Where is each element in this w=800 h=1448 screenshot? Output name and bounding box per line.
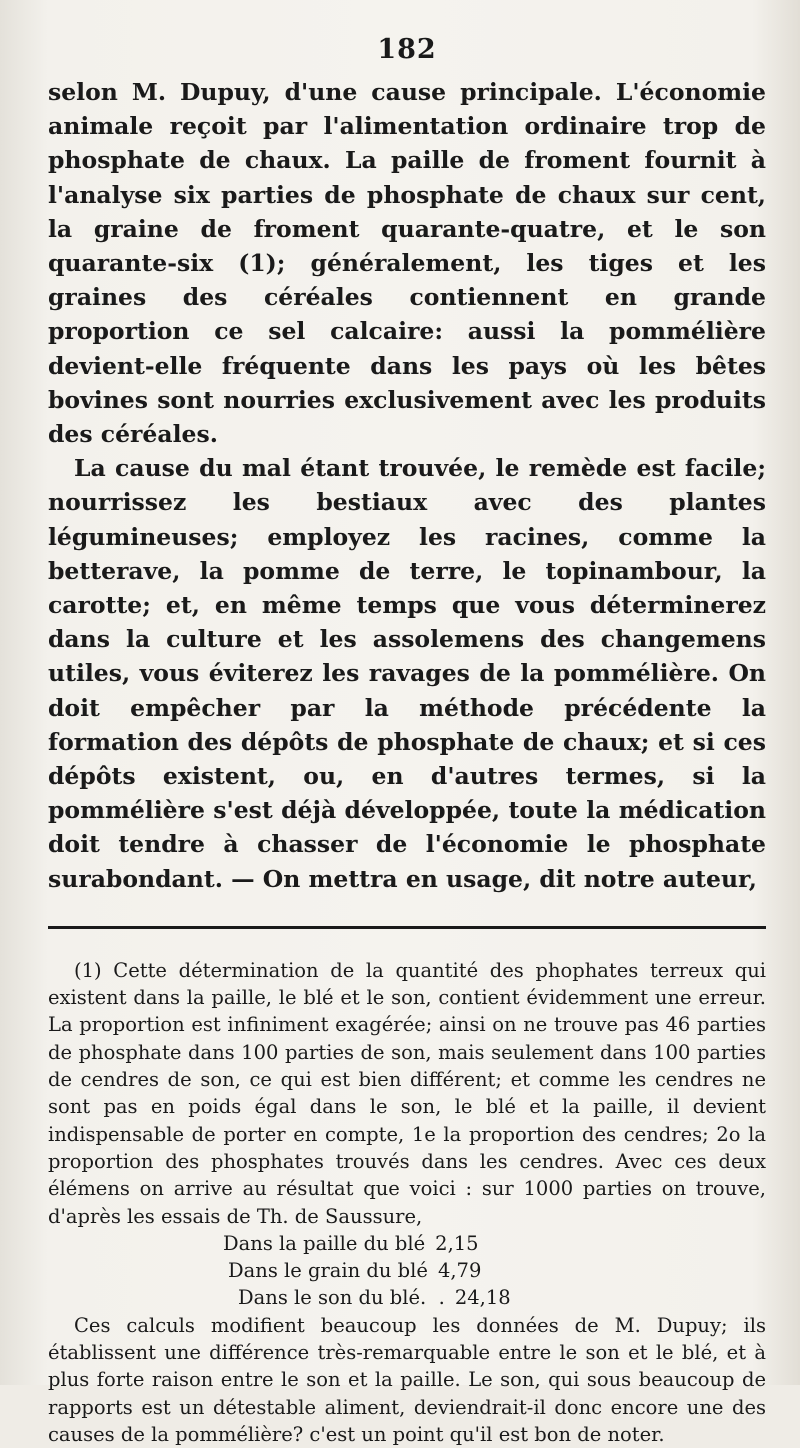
footnote bbox=[48, 957, 766, 1448]
data-row-value: 2,15 bbox=[435, 1231, 479, 1255]
data-row-label: Dans le grain du blé bbox=[228, 1259, 428, 1283]
page-number: 182 bbox=[377, 34, 437, 65]
data-row-label: Dans la paille du blé bbox=[223, 1231, 426, 1255]
main-text bbox=[48, 75, 766, 896]
data-row-value: 24,18 bbox=[454, 1286, 511, 1310]
data-row-paille bbox=[48, 1230, 766, 1257]
paragraph-2: La cause du mal étant trouvée, le remède est facile; nourrissez les bestiaux avec des plantes légumineuses; employez les racines, comme la betterave, la pomme de terre, le topinambour, la carotte; et, en même temps que vous déterminerez dans la culture et les assolemens des changemens utiles, vous éviterez les ravages de la pommélière. On doit empêcher par la méthode précédente la formation des dépôts de phosphate de chaux; et si ces dépôts existent, ou, en d'autres termes, si la pommélière s'est déjà développée, toute la médication doit tendre à chasser de l'économie le phosphate surabondant. — On mettra en usage, dit notre auteur, bbox=[48, 454, 766, 893]
data-row-label: Dans le son du blé. . bbox=[238, 1286, 445, 1310]
paragraph-1: selon M. Dupuy, d'une cause principale. L'économie animale reçoit par l'alimentation ordinaire trop de phosphate de chaux. La paille de froment fournit à l'analyse six parties de phosphate de chaux sur cent, la graine de froment quarante-quatre, et le son quarante-six (1); généralement, les tiges et les graines des céréales contiennent en grande proportion ce sel calcaire: aussi la pommélière devient-elle fréquente dans les pays où les bêtes bovines sont nourries exclusivement avec les produits des céréales. bbox=[48, 78, 766, 449]
data-row-value: 4,79 bbox=[437, 1259, 482, 1283]
footnote-separator bbox=[48, 926, 766, 929]
data-row-grain bbox=[48, 1257, 766, 1284]
data-row-son bbox=[48, 1284, 766, 1311]
footnote-intro: (1) Cette détermination de la quantité des phophates terreux qui existent dans la paille, le blé et le son, contient évidemment une erreur. La proportion est infiniment exagérée; ainsi on ne trouve pas 46 parties de phosphate dans 100 parties de son, mais seulement dans 100 parties de cendres de son, ce qui est bien différent; et comme les cendres ne sont pas en poids égal dans le son, le blé et la paille, il devient indispensable de porter en compte, 1e la proportion des cendres; 2o la proportion des phosphates trouvés dans les cendres. Avec ces deux élémens on arrive au résultat que voici : sur 1000 parties on trouve, d'après les essais de Th. de Saussure, bbox=[48, 958, 766, 1228]
footnote-closing: Ces calculs modifient beaucoup les données de M. Dupuy; ils établissent une différence très-remarquable entre le son et le blé, et à plus forte raison entre le son et la paille. Le son, qui sous beaucoup de rapports est un détestable aliment, deviendrait-il donc encore une des causes de la pommélière? c'est un point qu'il est bon de noter. bbox=[48, 1313, 766, 1446]
